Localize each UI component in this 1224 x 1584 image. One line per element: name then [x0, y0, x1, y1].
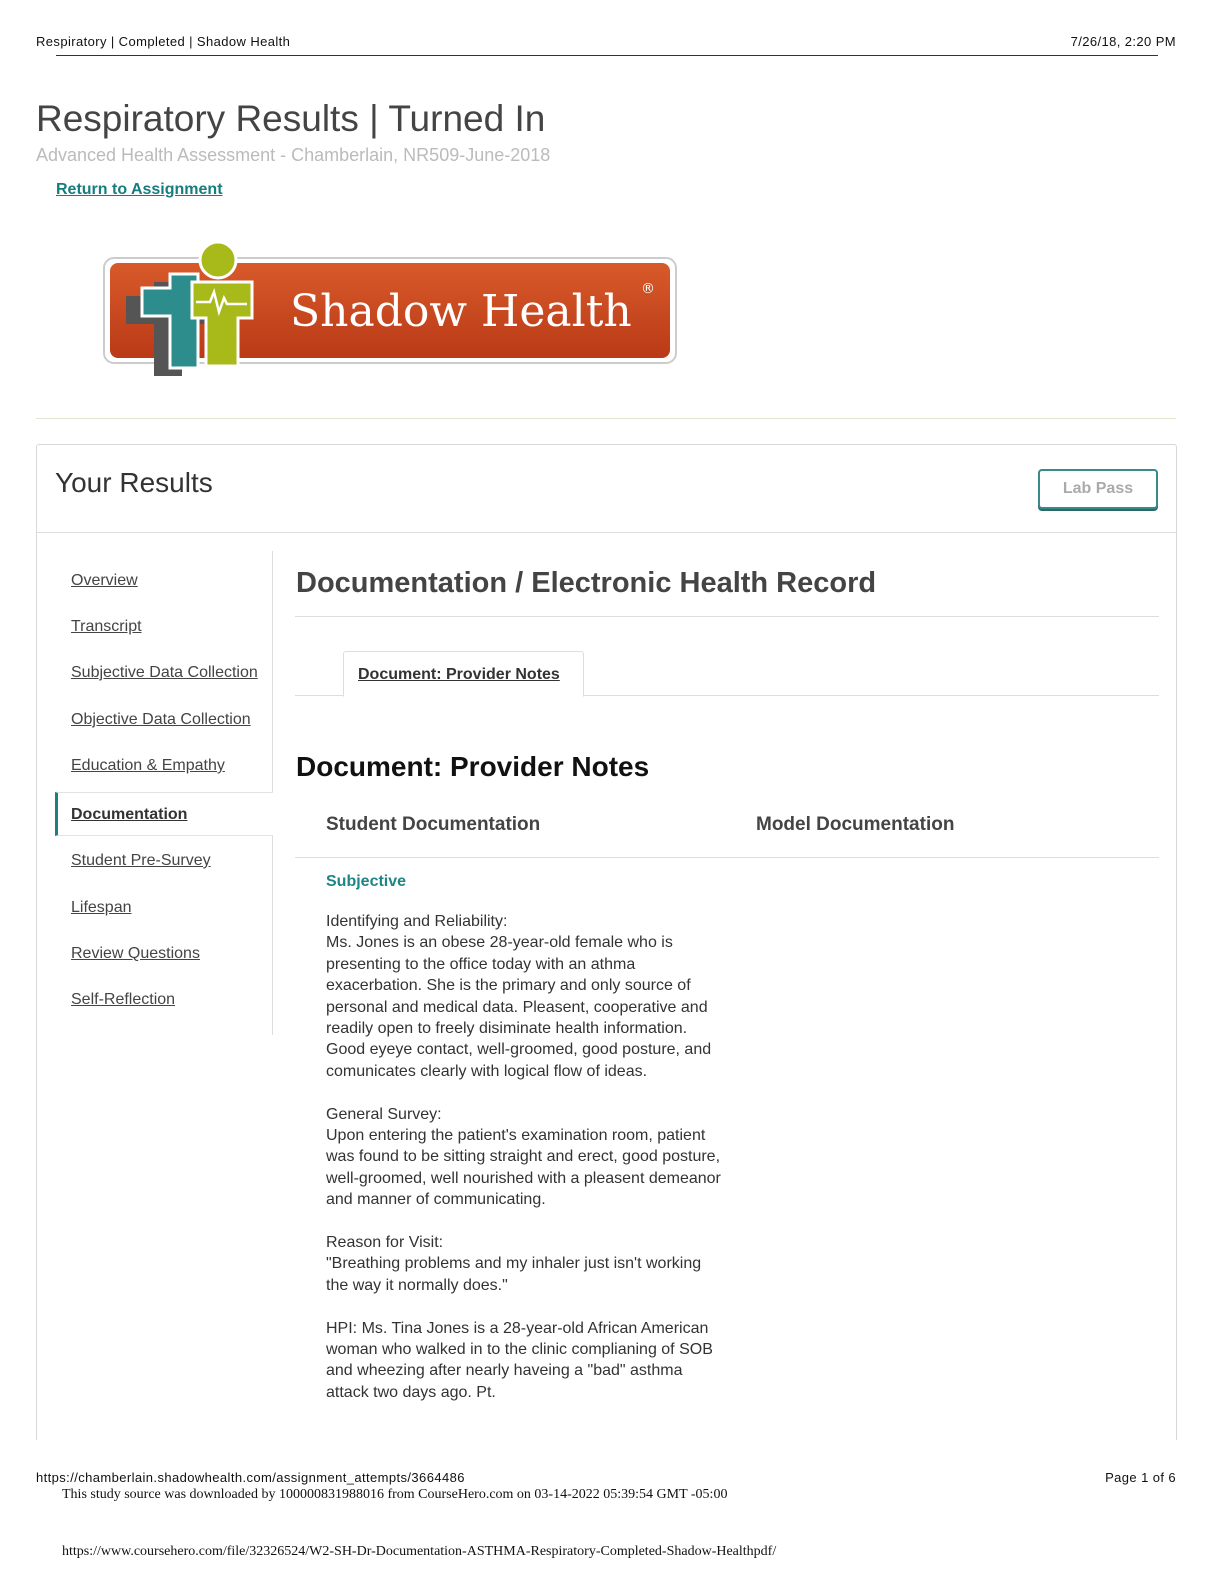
- nav-item-overview[interactable]: Overview: [71, 572, 138, 589]
- print-footer: [36, 1468, 1176, 1488]
- note-hpi: HPI: Ms. Tina Jones is a 28-year-old African American woman who walked in to the clinic complianing of SOB and wheezing after nearly haveing a "bad" asthma attack two days ago. Pt.: [326, 1319, 713, 1401]
- results-panel: [36, 444, 1177, 1584]
- model-documentation-column-header: Model Documentation: [756, 814, 955, 835]
- nav-item-transcript[interactable]: Transcript: [71, 618, 142, 635]
- logo-text: Shadow Health: [290, 286, 632, 337]
- results-sidebar-nav: [55, 551, 273, 1035]
- nav-item-student-pre-survey[interactable]: Student Pre-Survey: [71, 852, 211, 869]
- column-header-divider: [295, 857, 1159, 858]
- nav-item-subjective-data-collection[interactable]: Subjective Data Collection: [71, 664, 258, 681]
- page-subtitle: Advanced Health Assessment - Chamberlain, NR509-June-2018: [36, 145, 551, 165]
- page-title: Respiratory Results | Turned In: [36, 98, 546, 139]
- results-header: [37, 445, 1176, 533]
- section-divider: [36, 418, 1176, 419]
- note-reason-for-visit: Reason for Visit: "Breathing problems and my inhaler just isn't working the way it normally does.": [326, 1234, 702, 1294]
- lab-pass-button[interactable]: Lab Pass: [1038, 469, 1158, 509]
- nav-item-lifespan[interactable]: Lifespan: [71, 899, 132, 916]
- results-title: Your Results: [55, 467, 213, 498]
- print-footer-url: https://chamberlain.shadowhealth.com/assignment_attempts/3664486: [36, 1470, 465, 1485]
- documentation-divider: [295, 616, 1159, 617]
- study-source-notice: This study source was downloaded by 100000831988016 from CourseHero.com on 03-14-2022 05:39:54 GMT -05:00: [62, 1487, 728, 1502]
- provider-notes-heading: Document: Provider Notes: [296, 751, 650, 782]
- documentation-heading: Documentation / Electronic Health Record: [296, 567, 877, 599]
- coursehero-url: https://www.coursehero.com/file/32326524/W2-SH-Dr-Documentation-ASTHMA-Respiratory-Completed-Shadow-Healthpdf/: [62, 1544, 777, 1559]
- print-footer-page-number: Page 1 of 6: [1105, 1470, 1176, 1485]
- nav-item-self-reflection[interactable]: Self-Reflection: [71, 991, 176, 1008]
- student-documentation-column-header: Student Documentation: [326, 814, 541, 835]
- print-header-title: Respiratory | Completed | Shadow Health: [36, 34, 291, 49]
- nav-item-objective-data-collection[interactable]: Objective Data Collection: [71, 711, 251, 728]
- logo-registered-mark: ®: [641, 281, 655, 297]
- nav-item-education-empathy[interactable]: Education & Empathy: [71, 757, 225, 774]
- page-bottom-margin: [0, 1440, 1224, 1584]
- shadow-health-logo: [100, 230, 680, 385]
- subjective-label: Subjective: [326, 873, 407, 890]
- return-to-assignment-link[interactable]: Return to Assignment: [56, 181, 223, 198]
- nav-item-review-questions[interactable]: Review Questions: [71, 945, 200, 962]
- print-header-divider: [56, 55, 1158, 56]
- student-notes: [326, 911, 726, 1425]
- print-header-date: 7/26/18, 2:20 PM: [1070, 34, 1176, 49]
- tab-document-provider-notes[interactable]: Document: Provider Notes: [343, 651, 584, 697]
- note-identifying-reliability: Identifying and Reliability: Ms. Jones is an obese 28-year-old female who is presenting to the office today with an athma exacerbation. She is the primary and only source of personal and medical data. Pleasent, cooperative and readily open to freely disiminate health information. Good eyeye contact, well-groomed, good posture, and comunicates clearly with logical flow of ideas.: [326, 913, 712, 1080]
- print-header: [36, 34, 1176, 56]
- note-general-survey: General Survey: Upon entering the patient's examination room, patient was found to be sitting straight and erect, good posture, well-groomed, well nourished with a pleasent demeanor and manner of communicating.: [326, 1105, 721, 1209]
- nav-item-documentation[interactable]: Documentation: [55, 792, 273, 836]
